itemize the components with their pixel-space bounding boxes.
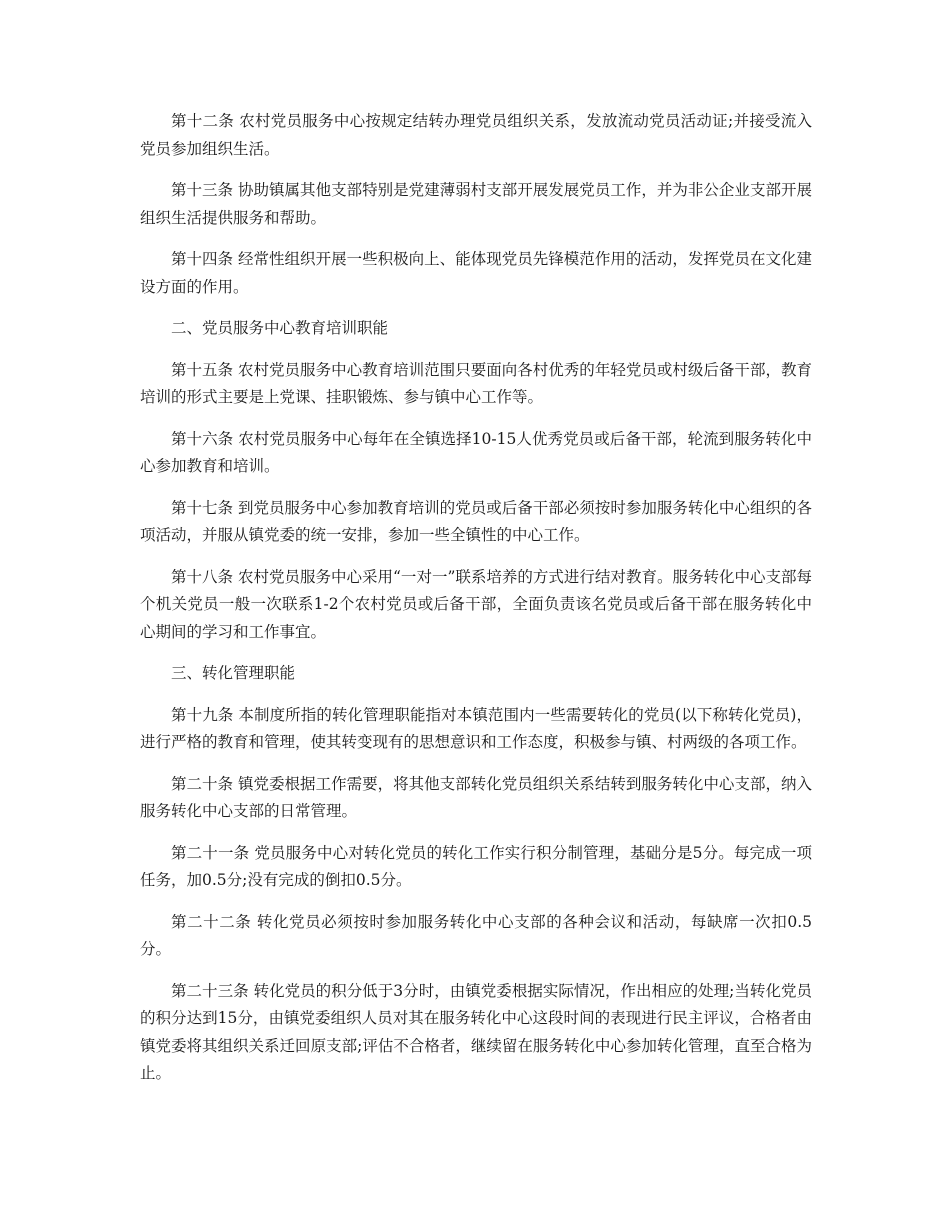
section-heading-conversion-management: 三、转化管理职能 <box>171 664 296 682</box>
article-14-paragraph: 第十四条 经常性组织开展一些积极向上、能体现党员先锋模范作用的活动，发挥党员在文化建设方面的作用。 <box>140 250 812 296</box>
article-17-paragraph: 第十七条 到党员服务中心参加教育培训的党员或后备干部必须按时参加服务转化中心组织的各项活动，并服从镇党委的统一安排，参加一些全镇性的中心工作。 <box>140 498 812 544</box>
article-18-paragraph: 第十八条 农村党员服务中心采用“一对一”联系培养的方式进行结对教育。服务转化中心支部每个机关党员一般一次联系1-2个农村党员或后备干部，全面负责该名党员或后备干部在服务转化中心期间的学习和工作事宜。 <box>140 567 812 641</box>
article-19-paragraph: 第十九条 本制度所指的转化管理职能指对本镇范围内一些需要转化的党员(以下称转化党员)，进行严格的教育和管理，使其转变现有的思想意识和工作态度，积极参与镇、村两级的各项工作。 <box>140 705 812 751</box>
article-15-paragraph: 第十五条 农村党员服务中心教育培训范围只要面向各村优秀的年轻党员或村级后备干部，教育培训的形式主要是上党课、挂职锻炼、参与镇中心工作等。 <box>140 360 812 406</box>
article-21-paragraph: 第二十一条 党员服务中心对转化党员的转化工作实行积分制管理，基础分是5分。每完成一项任务，加0.5分;没有完成的倒扣0.5分。 <box>140 843 812 889</box>
article-16-paragraph: 第十六条 农村党员服务中心每年在全镇选择10-15人优秀党员或后备干部，轮流到服务转化中心参加教育和培训。 <box>140 429 812 475</box>
article-20-paragraph: 第二十条 镇党委根据工作需要，将其他支部转化党员组织关系结转到服务转化中心支部，纳入服务转化中心支部的日常管理。 <box>140 774 812 820</box>
document-body <box>140 108 812 1102</box>
article-23-paragraph: 第二十三条 转化党员的积分低于3分时，由镇党委根据实际情况，作出相应的处理;当转化党员的积分达到15分，由镇党委组织人员对其在服务转化中心这段时间的表现进行民主评议，合格者由镇党委将其组织关系迁回原支部;评估不合格者，继续留在服务转化中心参加转化管理，直至合格为止。 <box>140 981 812 1082</box>
article-22-paragraph: 第二十二条 转化党员必须按时参加服务转化中心支部的各种会议和活动，每缺席一次扣0.5分。 <box>140 912 812 958</box>
article-13-paragraph: 第十三条 协助镇属其他支部特别是党建薄弱村支部开展发展党员工作，并为非公企业支部开展组织生活提供服务和帮助。 <box>140 181 812 227</box>
section-heading-education-training: 二、党员服务中心教育培训职能 <box>171 319 389 337</box>
article-12-paragraph: 第十二条 农村党员服务中心按规定结转办理党员组织关系，发放流动党员活动证;并接受流入党员参加组织生活。 <box>140 112 812 158</box>
